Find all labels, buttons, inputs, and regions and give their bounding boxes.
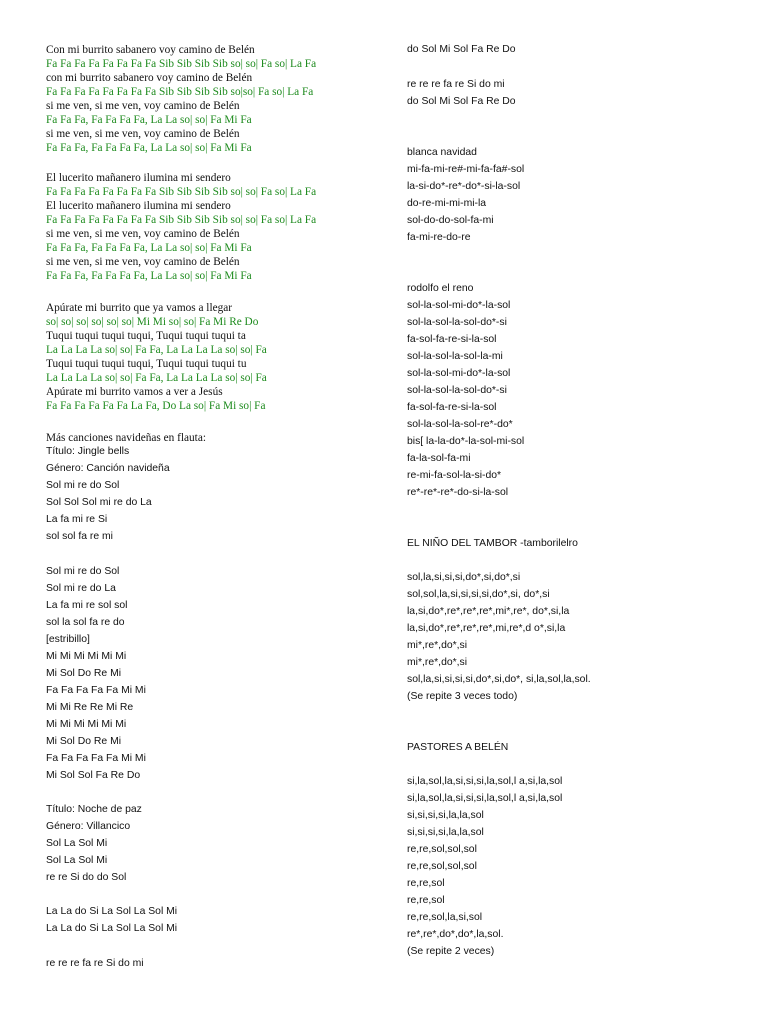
text-line: re,re,sol,la,si,sol	[407, 912, 483, 923]
text-line: sol-la-sol-mi-do*-la-sol	[407, 368, 511, 379]
note-line: La La La La so| so| Fa Fa, La La La La so| so| Fa	[46, 372, 267, 384]
text-line: Sol Sol Sol mi re do La	[46, 497, 152, 508]
note-line: Fa Fa Fa, Fa Fa Fa Fa, La La so| so| Fa Mi Fa	[46, 114, 252, 126]
note-line: Fa Fa Fa Fa Fa Fa La Fa, Do La so| Fa Mi so| Fa	[46, 400, 266, 412]
text-line: rodolfo el reno	[407, 283, 474, 294]
note-line: Fa Fa Fa Fa Fa Fa Fa Fa Sib Sib Sib Sib so| so| Fa so| La Fa	[46, 58, 317, 70]
text-line: Sol mi re do La	[46, 583, 116, 594]
text-line: sol-la-sol-la-sol-re*-do*	[407, 419, 513, 430]
text-line: re re Si do do Sol	[46, 872, 127, 883]
text-line: Mi Sol Do Re Mi	[46, 736, 122, 747]
text-line: sol,la,si,si,si,si,do*,si,do*, si,la,sol,la,sol.	[407, 674, 591, 685]
text-line: (Se repite 3 veces todo)	[407, 691, 518, 702]
text-line: La fa mi re Si	[46, 514, 108, 525]
text-line: sol-la-sol-la-sol-do*-si	[407, 385, 507, 396]
text-line: do Sol Mi Sol Fa Re Do	[407, 44, 516, 55]
text-line: sol,sol,la,si,si,si,si,do*,si, do*,si	[407, 589, 550, 600]
text-line: (Se repite 2 veces)	[407, 946, 495, 957]
text-line: Apúrate mi burrito que ya vamos a llegar	[46, 302, 233, 314]
text-line: re-mi-fa-sol-la-si-do*	[407, 470, 502, 481]
note-line: Fa Fa Fa, Fa Fa Fa Fa, La La so| so| Fa Mi Fa	[46, 142, 252, 154]
text-line: Sol La Sol Mi	[46, 855, 108, 866]
text-line: re*,re*,do*,do*,la,sol.	[407, 929, 504, 940]
note-line: Fa Fa Fa Fa Fa Fa Fa Fa Sib Sib Sib Sib so| so| Fa so| La Fa	[46, 214, 317, 226]
text-line: Fa Fa Fa Fa Fa Mi Mi	[46, 753, 146, 764]
text-line: El lucerito mañanero ilumina mi sendero	[46, 200, 231, 212]
text-line: si me ven, si me ven, voy camino de Belén	[46, 256, 240, 268]
text-line: re,re,sol	[407, 895, 445, 906]
text-line: Género: Villancico	[46, 821, 131, 832]
text-line: si,si,si,si,la,la,sol	[407, 827, 484, 838]
text-line: con mi burrito sabanero voy camino de Belén	[46, 72, 253, 84]
note-line: La La La La so| so| Fa Fa, La La La La so| so| Fa	[46, 344, 267, 356]
text-line: fa-mi-re-do-re	[407, 232, 471, 243]
text-line: si,si,si,si,la,la,sol	[407, 810, 484, 821]
text-line: sol-la-sol-la-sol-do*-si	[407, 317, 507, 328]
text-line: fa-sol-fa-re-si-la-sol	[407, 334, 497, 345]
text-line: Título: Jingle bells	[46, 446, 130, 457]
text-line: La fa mi re sol sol	[46, 600, 128, 611]
text-line: si me ven, si me ven, voy camino de Belén	[46, 100, 240, 112]
text-line: mi*,re*,do*,si	[407, 657, 468, 668]
text-line: do Sol Mi Sol Fa Re Do	[407, 96, 516, 107]
text-line: sol,la,si,si,si,do*,si,do*,si	[407, 572, 521, 583]
text-line: Apúrate mi burrito vamos a ver a Jesús	[46, 386, 223, 398]
text-line: la,si,do*,re*,re*,re*,mi*,re*, do*,si,la	[407, 606, 570, 617]
text-line: mi*,re*,do*,si	[407, 640, 468, 651]
note-line: Fa Fa Fa Fa Fa Fa Fa Fa Sib Sib Sib Sib so| so| Fa so| La Fa	[46, 186, 317, 198]
text-line: Título: Noche de paz	[46, 804, 142, 815]
text-line: Género: Canción navideña	[46, 463, 170, 474]
text-line: fa-sol-fa-re-si-la-sol	[407, 402, 497, 413]
text-line: re,re,sol	[407, 878, 445, 889]
text-line: mi-fa-mi-re#-mi-fa-fa#-sol	[407, 164, 525, 175]
text-line: La La do Si La Sol La Sol Mi	[46, 923, 178, 934]
text-line: re re re fa re Si do mi	[46, 958, 144, 969]
text-line: Tuqui tuqui tuqui tuqui, Tuqui tuqui tuqui ta	[46, 330, 246, 342]
text-line: Sol mi re do Sol	[46, 566, 120, 577]
text-line: re*-re*-re*-do-si-la-sol	[407, 487, 509, 498]
text-line: do-re-mi-mi-mi-la	[407, 198, 487, 209]
text-line: sol la sol fa re do	[46, 617, 125, 628]
text-line: re,re,sol,sol,sol	[407, 844, 477, 855]
text-line: Mi Sol Sol Fa Re Do	[46, 770, 141, 781]
text-line: Sol mi re do Sol	[46, 480, 120, 491]
text-line: sol sol fa re mi	[46, 531, 113, 542]
text-line: Mi Mi Mi Mi Mi Mi	[46, 651, 127, 662]
text-line: Sol La Sol Mi	[46, 838, 108, 849]
text-line: La La do Si La Sol La Sol Mi	[46, 906, 178, 917]
text-line: Fa Fa Fa Fa Fa Mi Mi	[46, 685, 146, 696]
text-line: si,la,sol,la,si,si,si,la,sol,l a,si,la,sol	[407, 793, 563, 804]
text-line: Tuqui tuqui tuqui tuqui, Tuqui tuqui tuqui tu	[46, 358, 247, 370]
text-line: re,re,sol,sol,sol	[407, 861, 477, 872]
text-line: si me ven, si me ven, voy camino de Belén	[46, 128, 240, 140]
note-line: so| so| so| so| so| so| Mi Mi so| so| Fa Mi Re Do	[46, 316, 259, 328]
text-line: Más canciones navideñas en flauta:	[46, 432, 206, 444]
note-line: Fa Fa Fa Fa Fa Fa Fa Fa Sib Sib Sib Sib so|so| Fa so| La Fa	[46, 86, 314, 98]
text-line: si,la,sol,la,si,si,si,la,sol,l a,si,la,sol	[407, 776, 563, 787]
text-line: si me ven, si me ven, voy camino de Belén	[46, 228, 240, 240]
note-line: Fa Fa Fa, Fa Fa Fa Fa, La La so| so| Fa Mi Fa	[46, 242, 252, 254]
text-line: blanca navidad	[407, 147, 477, 158]
text-line: la,si,do*,re*,re*,re*,mi,re*,d o*,si,la	[407, 623, 566, 634]
text-line: PASTORES A BELÉN	[407, 742, 509, 753]
text-line: EL NIÑO DEL TAMBOR -tamborilelro	[407, 538, 578, 549]
text-line: Mi Mi Mi Mi Mi Mi	[46, 719, 127, 730]
text-line: Mi Mi Re Re Mi Re	[46, 702, 134, 713]
text-line: fa-la-sol-fa-mi	[407, 453, 471, 464]
text-line: El lucerito mañanero ilumina mi sendero	[46, 172, 231, 184]
text-line: Mi Sol Do Re Mi	[46, 668, 122, 679]
text-line: la-si-do*-re*-do*-si-la-sol	[407, 181, 521, 192]
text-line: bis[ la-la-do*-la-sol-mi-sol	[407, 436, 525, 447]
text-line: [estribillo]	[46, 634, 90, 645]
text-line: re re re fa re Si do mi	[407, 79, 505, 90]
note-line: Fa Fa Fa, Fa Fa Fa Fa, La La so| so| Fa Mi Fa	[46, 270, 252, 282]
text-line: sol-la-sol-la-sol-la-mi	[407, 351, 503, 362]
text-line: sol-la-sol-mi-do*-la-sol	[407, 300, 511, 311]
text-line: sol-do-do-sol-fa-mi	[407, 215, 494, 226]
text-line: Con mi burrito sabanero voy camino de Belén	[46, 44, 255, 56]
